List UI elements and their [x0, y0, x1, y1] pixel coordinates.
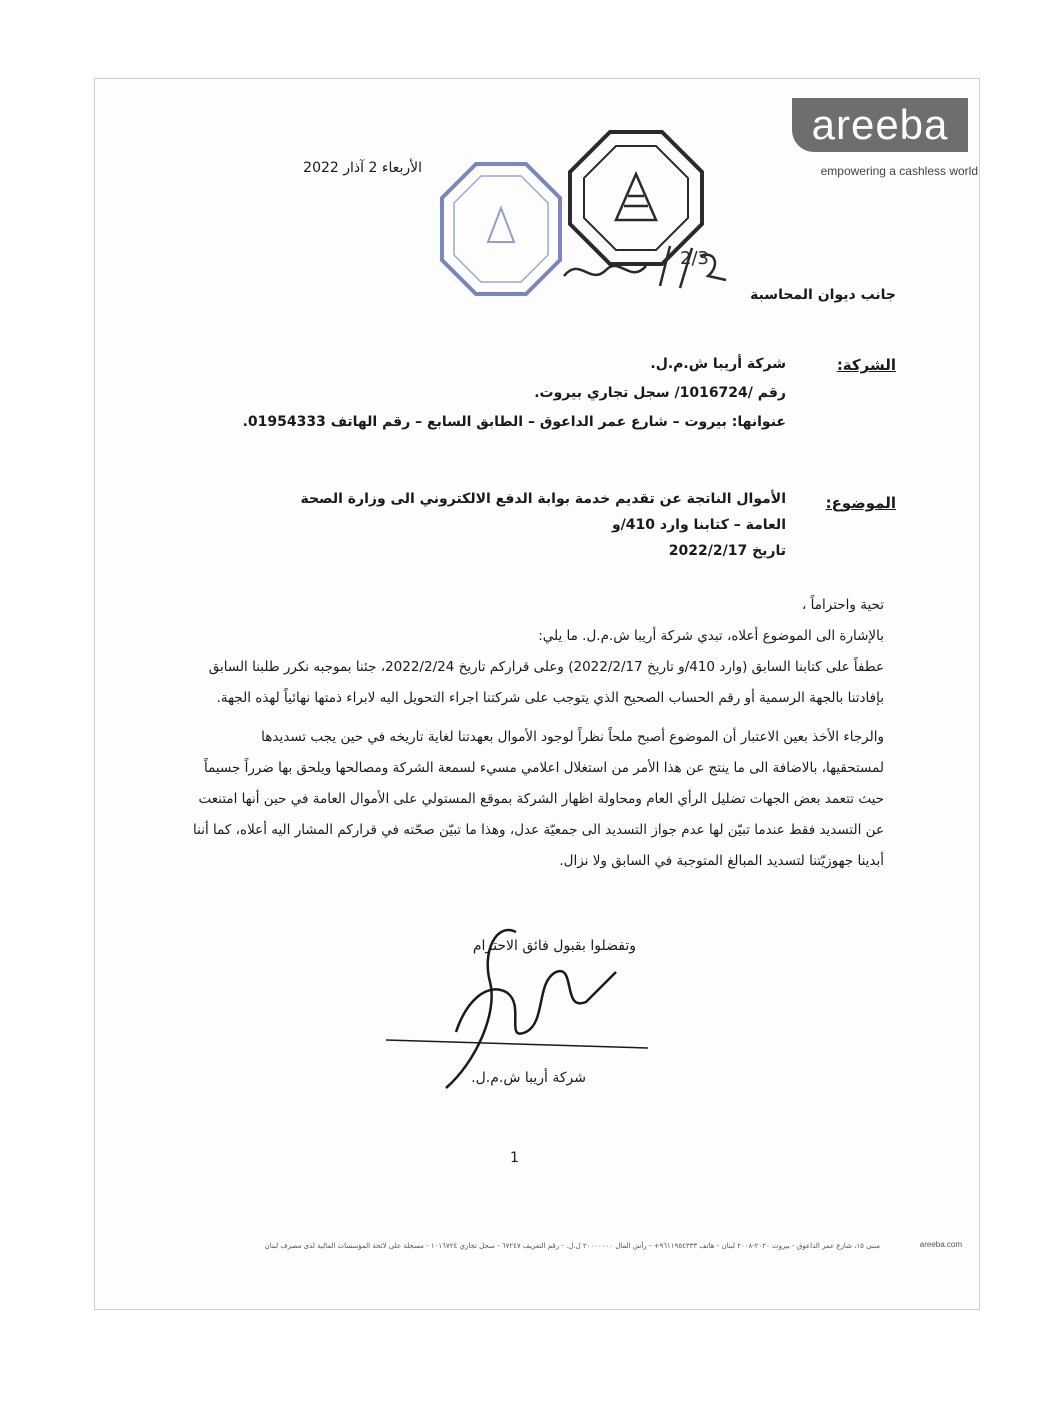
- closing-phrase: وتفضلوا بقبول فائق الاحترام: [472, 938, 636, 954]
- footer-website: areeba.com: [919, 1240, 962, 1249]
- subject-line: تاريخ 2022/2/17: [668, 543, 786, 559]
- subject-text: [266, 486, 786, 564]
- company-label: الشركة:: [836, 356, 896, 374]
- body-line: عطفاً على كتابنا السابق (وارد 410/و تاريخ 2022/2/17) وعلى قراركم تاريخ 2022/2/24، جئنا بموجبه نكرر طلبنا السابق: [208, 659, 884, 675]
- letter-body: [184, 590, 884, 877]
- company-details: [243, 350, 786, 437]
- greeting: تحية واحتراماً ،: [802, 597, 884, 613]
- body-line: بإفادتنا بالجهة الرسمية أو رقم الحساب الصحيح الذي يتوجب على شركتنا اجراء التحويل اليه لابراء ذمتها نهائياً لهذه الجهة.: [216, 690, 884, 706]
- company-registry: رقم /1016724/ سجل تجاري بيروت.: [534, 385, 786, 401]
- body-line: حيث تتعمد بعض الجهات تضليل الرأي العام ومحاولة اظهار الشركة بموقع المستولي على الأموال العامة في حين أنها امتنعت: [198, 791, 884, 807]
- subject-line: الأموال الناتجة عن تقديم خدمة بوابة الدفع الالكتروني الى وزارة الصحة العامة – كتابنا وارد 410/و: [300, 491, 786, 533]
- body-line: بالإشارة الى الموضوع أعلاه، تبدي شركة أريبا ش.م.ل. ما يلي:: [538, 628, 884, 644]
- signatory-company: شركة أريبا ش.م.ل.: [471, 1070, 586, 1086]
- company-name: شركة أريبا ش.م.ل.: [650, 356, 786, 372]
- body-line: لمستحقيها، بالاضافة الى ما ينتج عن هذا الأمر من استغلال اعلامي مسيء لسمعة الشركة ومصالحها ويلحق بها ضرراً جسيماً: [203, 760, 884, 776]
- logo-text: areeba: [811, 101, 949, 148]
- logo-tagline: empowering a cashless world: [820, 164, 978, 178]
- addressee: جانب ديوان المحاسبة: [750, 287, 896, 303]
- subject-label: الموضوع:: [825, 494, 896, 512]
- page-number: 1: [510, 1150, 519, 1166]
- body-line: أبدينا جهوزيّتنا لتسديد المبالغ المتوجبة في السابق ولا نزال.: [559, 853, 884, 869]
- body-line: عن التسديد فقط عندما تبيّن لها عدم جواز التسديد الى جمعيّة عدل، وهذا ما تبيّن صحّته في قراركم المشار اليه أعلاه، كما أننا: [193, 822, 884, 838]
- footer-details: مبنى ١٥، شارع عمر الداعوق - بيروت ٢٠٢٠-٢٠٠٨ لبنان - هاتف ٩٦١١٩٥٤٣٣٣+ - رأس المال ٢٠٠٠٠٠٠٠ ل.ل. - رقم التعريف ٦٧٢٤٧ - سجل تجاري ١٠١٦٧٢٤ - مسجلة على لائحة المؤسسات المالية لدى مصرف لبنان: [264, 1242, 880, 1250]
- areeba-logo: [792, 98, 968, 152]
- official-stamp-left-icon: [436, 158, 566, 300]
- handwritten-note: 2/3: [680, 248, 709, 269]
- body-line: والرجاء الأخذ بعين الاعتبار أن الموضوع أصبح ملحاً نظراً لوجود الأموال بعهدتنا لغاية تاريخه في حين يجب تسديدها: [261, 729, 884, 745]
- company-address: عنوانها: بيروت – شارع عمر الداعوق – الطابق السابع – رقم الهاتف 01954333.: [242, 414, 786, 430]
- letter-date: الأربعاء 2 آذار 2022: [303, 160, 422, 176]
